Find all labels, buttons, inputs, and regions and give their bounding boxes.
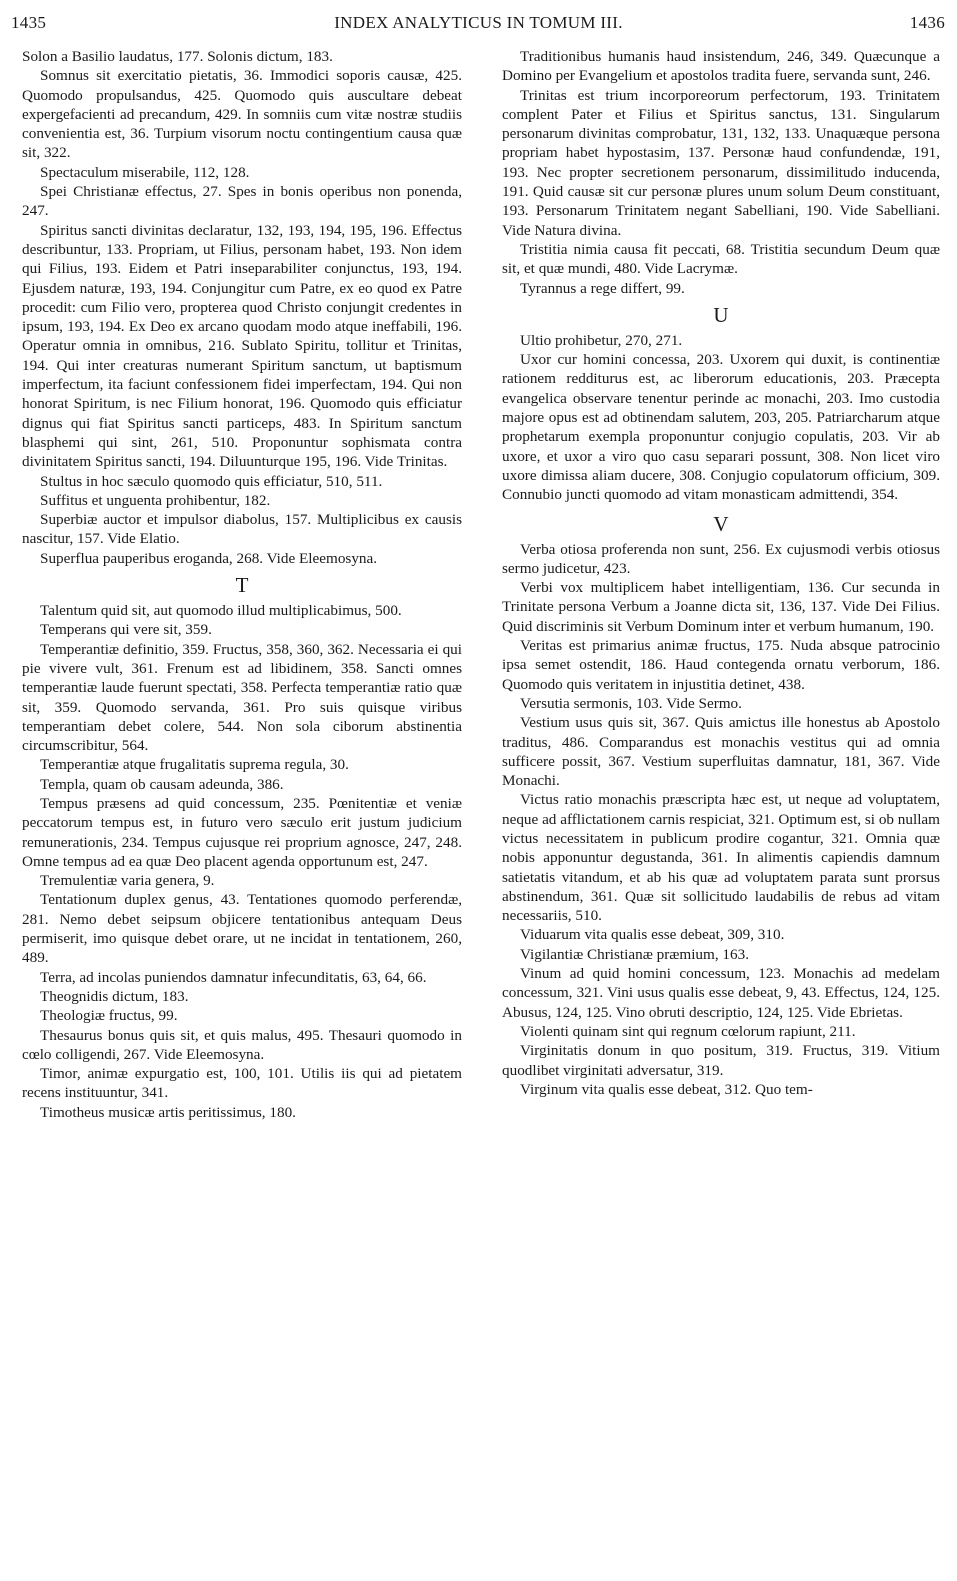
index-entry: Spiritus sancti divinitas declaratur, 132, 193, 194, 195, 196. Effectus describuntur, 133. Propriam, ut Filius, personam habet, 193. Non idem qui Filius, 193. Eidem et Patri inseparabiliter conjunctus, 193, 194. Ejusdem naturæ, 193, 194. Conjungitur cum Patre, ex eo quod ex Patre procedit: cum Filio vero, propterea quod Christo conjungit credentes in ipsum, 193, 194. Ex Deo ex arcano quodam modo atque ineffabili, 196. Operatur omnia in omnibus, 216. Sublato Spiritu, tollitur et Trinitas, 194. Qui inter creaturas numerant Spiritum sanctum, ut baptismum imperfectum, ita faciunt confessionem fidei imperfectam, 194. Qui non honorat Spiritum, is nec Filium honorat, 196. Quomodo quis efficiatur dignus qui fiat Spiritus sancti particeps, 483. In Spiritum sanctum blasphemi qui sint, 261, 510. Proponuntur sophismata contra divinitatem Spiritus sancti, 194. Diluunturque 195, 196. Vide Trinitas. <box>22 221 462 471</box>
index-entry: Temperantiæ definitio, 359. Fructus, 358, 360, 362. Necessaria ei qui pie vivere vult, 361. Frenum est ad libidinem, 358. Sancti omnes temperantiæ laude fuerunt spectati, 358. Perfecta temperantiæ ratio quæ sit, 359. Quomodo servanda, 361. Pro suis quisque viribus temperantiam debet colere, 544. Non sola ciborum abstinentia circumscribitur, 564. <box>22 640 462 755</box>
index-entry: Virginum vita qualis esse debeat, 312. Quo tem- <box>520 1080 813 1098</box>
index-entry: Spei Christianæ effectus, 27. Spes in bonis operibus non ponenda, 247. <box>22 183 462 220</box>
index-entry: Timotheus musicæ artis peritissimus, 180. <box>40 1103 296 1121</box>
entries-u <box>502 331 940 505</box>
index-entry: Templa, quam ob causam adeunda, 386. <box>40 775 284 793</box>
index-entry: Spectaculum miserabile, 112, 128. <box>40 163 250 181</box>
index-entry: Traditionibus humanis haud insistendum, 246, 349. Quæcunque a Domino per Evangelium et apostolos tradita fuere, servanda sunt, 246. <box>502 48 940 85</box>
running-title: INDEX ANALYTICUS IN TOMUM III. <box>334 13 623 32</box>
index-entry: Temperantiæ atque frugalitatis suprema regula, 30. <box>40 756 349 774</box>
section-letter-t: T <box>235 573 249 598</box>
index-entry: Superbiæ auctor et impulsor diabolus, 157. Multiplicibus ex causis nascitur, 157. Vide Elatio. <box>22 511 462 548</box>
section-letter-v: V <box>713 511 729 536</box>
index-entry: Temperans qui vere sit, 359. <box>40 621 212 639</box>
page-header <box>0 13 957 37</box>
index-entry: Timor, animæ expurgatio est, 100, 101. Utilis iis qui ad pietatem recens instituuntur, 341. <box>22 1065 462 1102</box>
index-entry: Tremulentiæ varia genera, 9. <box>40 872 215 890</box>
index-entry: Veritas est primarius animæ fructus, 175. Nuda absque patrocinio ipsa semet ostendit, 186. Haud contegenda ornatu verborum, 186. Quomodo quis veritatem in injustitia detinet, 438. <box>502 637 940 693</box>
entries-v <box>502 540 940 1100</box>
section-letter-u: U <box>713 302 729 327</box>
index-entry: Ultio prohibetur, 270, 271. <box>520 331 683 349</box>
index-entry: Viduarum vita qualis esse debeat, 309, 310. <box>520 926 785 944</box>
index-entry: Solon a Basilio laudatus, 177. Solonis dictum, 183. <box>22 48 333 65</box>
entries-s <box>22 47 462 568</box>
index-entry: Tentationum duplex genus, 43. Tentationes quomodo perferendæ, 281. Nemo debet seipsum objicere tentationibus antequam Deus permiserit, imo quisque debet orare, ut ne incidat in tentationem, 260, 489. <box>22 891 462 967</box>
index-entry: Violenti quinam sint qui regnum cœlorum rapiunt, 211. <box>520 1022 856 1040</box>
index-entry: Vigilantiæ Christianæ præmium, 163. <box>520 945 750 963</box>
index-entry: Vestium usus quis sit, 367. Quis amictus ille honestus ab Apostolo traditus, 486. Comparandus est monachis vestitus qui ad omnia sufficere possit, 367. Vestium superfluitas damnatur, 181, 367. Vide Monachi. <box>502 714 940 790</box>
index-entry: Theognidis dictum, 183. <box>40 987 189 1005</box>
index-entry: Theologiæ fructus, 99. <box>40 1007 178 1025</box>
index-entry: Superflua pauperibus eroganda, 268. Vide Eleemosyna. <box>40 549 378 567</box>
page-number-left: 1435 <box>11 13 47 32</box>
index-entry: Trinitas est trium incorporeorum perfectorum, 193. Trinitatem complent Pater et Filius et Spiritus sanctus, 131. Singularum personarum divinitas comprobatur, 131, 132, 133. Unaquæque persona propriam habet hypostasim, 137. Personæ haud confundendæ, 191, 193. Nec propter secretionem personarum, dissimilitudo inducenda, 191. Quid causæ sit cur personæ plures unum solum Deum constituant, 193. Personarum Trinitatem negant Sabelliani, 190. Vide Sabelliani. Vide Natura divina. <box>502 86 940 239</box>
index-entry: Tempus præsens ad quid concessum, 235. Pœnitentiæ et veniæ peccatorum tempus est, in futuro vero sæculo erit justum judicium remunerationis, 234. Tempus cujusque rei proprium agnosce, 247, 248. Omne tempus ad ea quæ Deo placent agenda opportunum est, 247. <box>22 794 462 870</box>
index-entry: Versutia sermonis, 103. Vide Sermo. <box>520 694 742 712</box>
index-entry: Tristitia nimia causa fit peccati, 68. Tristitia secundum Deum quæ sit, et quæ mundi, 480. Vide Lacrymæ. <box>502 240 940 278</box>
index-entry: Tyrannus a rege differt, 99. <box>520 279 685 297</box>
index-entry: Suffitus et unguenta prohibentur, 182. <box>40 491 271 509</box>
index-entry: Verba otiosa proferenda non sunt, 256. Ex cujusmodi verbis otiosus sermo judicetur, 423. <box>502 540 940 577</box>
right-column <box>502 47 940 1099</box>
index-entry: Uxor cur homini concessa, 203. Uxorem qui duxit, is continentiæ rationem redditurus est, ac liberorum educationis, 203. Præcepta evangelica observare tenentur perinde ac monachi, 203. Imo custodia majore opus est ad obtinendam salutem, 203, 205. Patriarcharum atque prophetarum exempla proponuntur conjugio copulatis, 203. Vir ab uxore, et uxor a viro quo casu separari possunt, 308. Non licet viro uxore dimissa aliam ducere, 308. Conjugio copulatorum officium, 309. Connubio juncti quomodo ad vitam monasticam admittendi, 354. <box>502 351 940 504</box>
index-entry: Vinum ad quid homini concessum, 123. Monachis ad medelam concessum, 321. Vini usus qualis esse debeat, 9, 43. Effectus, 124, 125. Abusus, 124, 125. Vino obruti descriptio, 124, 125. Vide Ebrietas. <box>502 965 940 1021</box>
entries-t-right <box>502 47 940 298</box>
index-entry: Virginitatis donum in quo positum, 319. Fructus, 319. Vitium quodlibet virginitati adversatur, 319. <box>502 1042 940 1079</box>
page-number-right: 1436 <box>909 13 945 32</box>
left-column <box>22 47 462 1122</box>
index-entry: Victus ratio monachis præscripta hæc est, ut neque ad voluptatem, neque ad afflictationem carnis respiciat, 321. Optimum est, si ob nullam victus necessitatem in publicum prodire cogantur, 321. Omnia quæ nobis apponuntur degustanda, 361. In alimentis capiendis damnum satietatis vitandum, et ab his quæ ad voluptatem parata sunt prorsus abstinendum, 361. Quæ sit sollicitudo laudabilis de rebus ad vitam necessariis, 510. <box>502 791 940 925</box>
index-entry: Talentum quid sit, aut quomodo illud multiplicabimus, 500. <box>40 602 402 620</box>
index-entry: Somnus sit exercitatio pietatis, 36. Immodici soporis causæ, 425. Quomodo propulsandus, 425. Quomodo quis auscultare debeat expergefacienti ad precandum, 429. In somniis cum vitæ nostræ studiis convenientia est, 36. Turpium visorum noctu contingentium causa quæ sit, 322. <box>22 67 462 162</box>
entries-t-left <box>22 601 462 1122</box>
index-entry: Stultus in hoc sæculo quomodo quis efficiatur, 510, 511. <box>40 472 383 490</box>
index-entry: Terra, ad incolas puniendos damnatur infecunditatis, 63, 64, 66. <box>40 968 427 986</box>
index-entry: Verbi vox multiplicem habet intelligentiam, 136. Cur secunda in Trinitate persona Verbum a Joanne dicta sit, 136, 137. Vide Dei Filius. Quid discriminis sit Verbum Dominum inter et verbum humanum, 190. <box>502 579 940 635</box>
index-entry: Thesaurus bonus quis sit, et quis malus, 495. Thesauri quomodo in cœlo colligendi, 267. Vide Eleemosyna. <box>22 1026 462 1063</box>
